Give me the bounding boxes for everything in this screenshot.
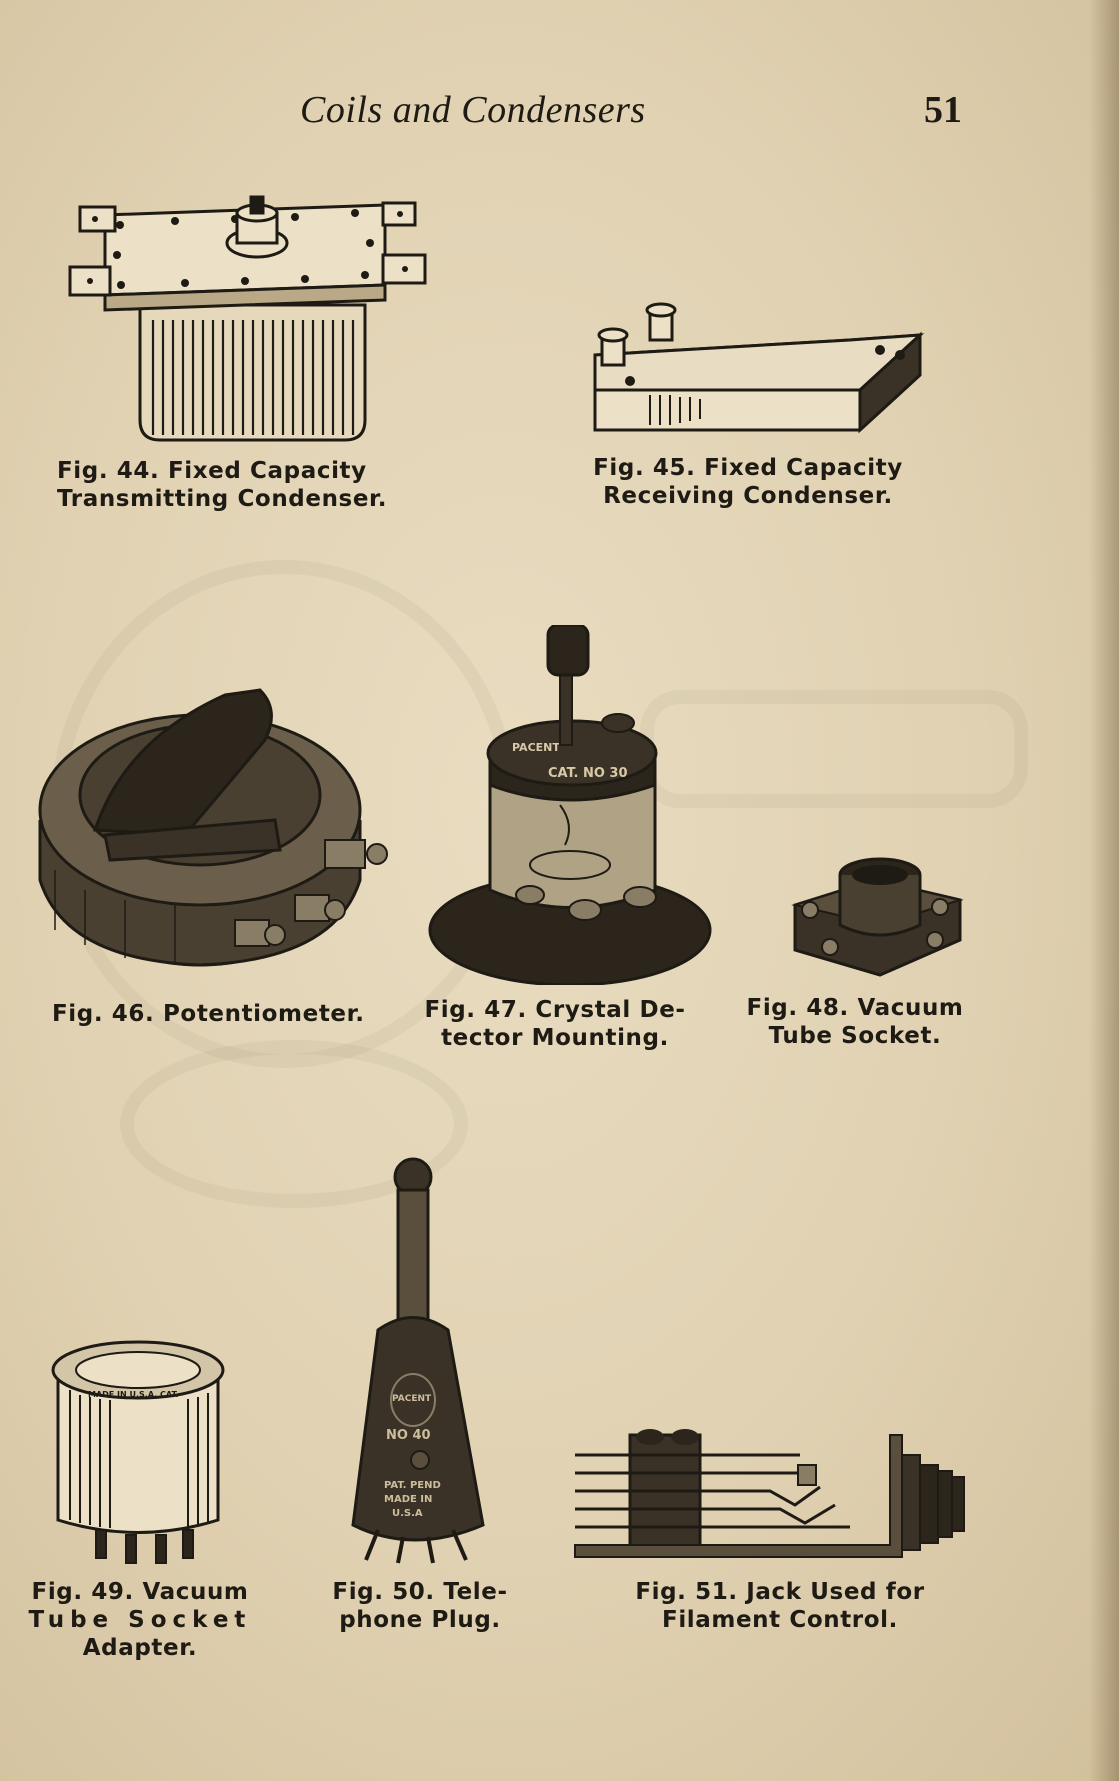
crystal-detector-illustration bbox=[420, 625, 720, 985]
fig-51-caption-line-1: Fig. 51. Jack Used for bbox=[635, 1579, 925, 1605]
fig-49-caption-line-1: Fig. 49. Vacuum bbox=[31, 1579, 249, 1605]
condenser-fins bbox=[153, 320, 353, 435]
fig-50-caption-line-2: phone Plug. bbox=[339, 1607, 501, 1633]
fig-47-caption bbox=[410, 996, 700, 1052]
receiving-condenser-illustration bbox=[590, 295, 925, 445]
page-edge-shadow bbox=[1089, 0, 1119, 1781]
telephone-plug-illustration bbox=[348, 1155, 498, 1565]
fig-49-caption-line-3: Adapter. bbox=[82, 1635, 198, 1661]
plug-number-stamp: NO 40 bbox=[386, 1428, 431, 1443]
plug-country-stamp: U.S.A bbox=[392, 1508, 423, 1519]
fig-44-caption-line-2: Transmitting Condenser. bbox=[57, 486, 388, 512]
fig-45-caption bbox=[568, 454, 928, 510]
fig-51-caption-line-2: Filament Control. bbox=[662, 1607, 898, 1633]
adapter-pins bbox=[96, 1530, 193, 1563]
plug-made-stamp: MADE IN bbox=[384, 1494, 433, 1505]
fig-46-caption-line-1: Fig. 46. Potentiometer. bbox=[52, 1001, 365, 1027]
fig-45-caption-line-2: Receiving Condenser. bbox=[603, 483, 893, 509]
fig-51-caption bbox=[600, 1578, 960, 1634]
tube-socket-adapter-illustration bbox=[48, 1335, 233, 1565]
filament-jack-illustration bbox=[570, 1425, 970, 1565]
vacuum-tube-socket-illustration bbox=[785, 845, 970, 985]
fig-48-caption-line-2: Tube Socket. bbox=[768, 1023, 942, 1049]
fig-50-caption bbox=[310, 1578, 530, 1634]
fig-46-caption bbox=[52, 1000, 365, 1028]
fig-47-caption-line-1: Fig. 47. Crystal De- bbox=[424, 997, 686, 1023]
jack-threaded-bushing bbox=[920, 1465, 964, 1543]
detector-catalog-stamp: CAT. NO 30 bbox=[548, 766, 628, 781]
transmitting-condenser-illustration bbox=[65, 195, 435, 450]
adapter-rim-stamp: MADE IN U.S.A. CAT. bbox=[88, 1390, 179, 1399]
condenser-terminal bbox=[227, 197, 287, 257]
fig-44-caption-line-1: Fig. 44. Fixed Capacity bbox=[57, 458, 367, 484]
fig-50-caption-line-1: Fig. 50. Tele- bbox=[332, 1579, 508, 1605]
running-head: Coils and Condensers bbox=[300, 89, 646, 131]
fig-44-caption bbox=[57, 457, 387, 513]
fig-49-caption-line-2: Tube Socket bbox=[28, 1607, 252, 1633]
plug-patent-stamp: PAT. PEND bbox=[384, 1480, 441, 1491]
fig-49-caption bbox=[15, 1578, 265, 1662]
plug-brand-stamp: PACENT bbox=[392, 1394, 432, 1404]
fig-48-caption-line-1: Fig. 48. Vacuum bbox=[746, 995, 964, 1021]
page-number: 51 bbox=[924, 89, 962, 131]
detector-brand-stamp: PACENT bbox=[512, 741, 560, 754]
fig-45-caption-line-1: Fig. 45. Fixed Capacity bbox=[593, 455, 903, 481]
potentiometer-illustration bbox=[35, 670, 400, 990]
fig-47-caption-line-2: tector Mounting. bbox=[441, 1025, 669, 1051]
fig-48-caption bbox=[725, 994, 985, 1050]
